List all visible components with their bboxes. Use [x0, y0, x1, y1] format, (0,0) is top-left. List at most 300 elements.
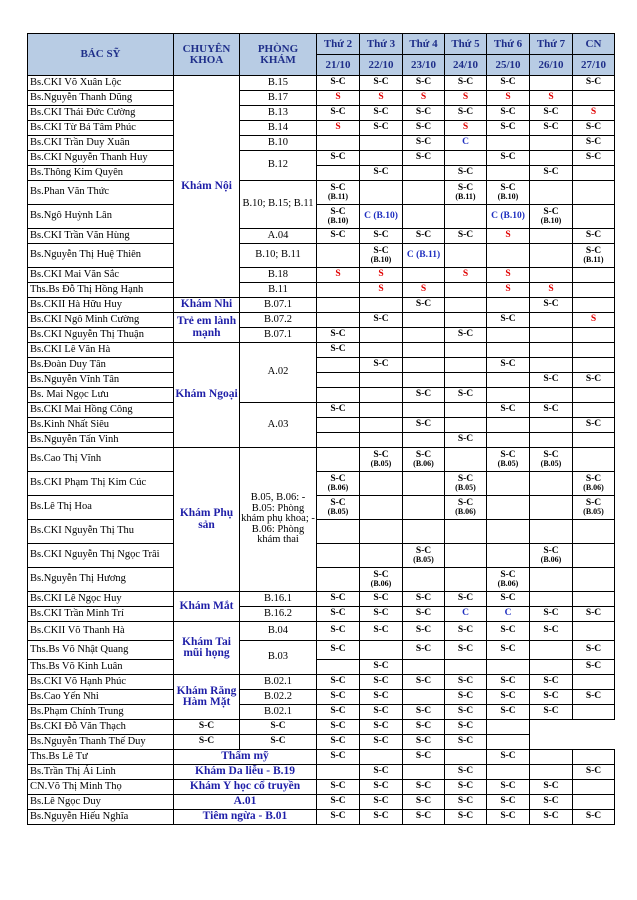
- schedule-cell: S-C: [403, 735, 445, 750]
- doctor-name: Bs.CKI Trần Duy Xuân: [28, 136, 174, 151]
- schedule-cell: S-C: [360, 166, 403, 181]
- schedule-cell: [360, 298, 403, 313]
- schedule-cell: S-C: [573, 641, 615, 660]
- schedule-cell: [317, 283, 360, 298]
- schedule-cell: S-C: [403, 388, 445, 403]
- schedule-cell: S-C: [445, 780, 487, 795]
- schedule-cell: [530, 76, 573, 91]
- schedule-cell: S-C: [317, 607, 360, 622]
- doctor-name: Bs.CKI Lê Ngọc Huy: [28, 592, 174, 607]
- schedule-cell: S-C: [317, 690, 360, 705]
- schedule-cell: [360, 343, 403, 358]
- schedule-cell: [360, 373, 403, 388]
- schedule-cell: S: [487, 91, 530, 106]
- schedule-cell: S-C (B.05): [360, 448, 403, 472]
- schedule-cell: S: [573, 313, 615, 328]
- schedule-cell: S-C (B.10): [530, 205, 573, 229]
- doctor-name: Bs.Phan Văn Thức: [28, 181, 174, 205]
- schedule-cell: S: [317, 121, 360, 136]
- merged-department-cell: Khám Da liễu - B.19: [174, 765, 317, 780]
- schedule-cell: [530, 268, 573, 283]
- schedule-cell: [573, 568, 615, 592]
- schedule-cell: [403, 328, 445, 343]
- room-cell: A.04: [240, 229, 317, 244]
- schedule-cell: [487, 136, 530, 151]
- schedule-cell: [487, 244, 530, 268]
- schedule-cell: S-C: [530, 795, 573, 810]
- schedule-cell: [573, 780, 615, 795]
- schedule-cell: [360, 151, 403, 166]
- schedule-cell: S-C: [487, 705, 530, 720]
- schedule-cell: S-C: [487, 780, 530, 795]
- schedule-cell: S-C: [530, 690, 573, 705]
- schedule-cell: [530, 660, 573, 675]
- schedule-cell: [573, 205, 615, 229]
- schedule-cell: [317, 568, 360, 592]
- schedule-cell: S: [530, 283, 573, 298]
- schedule-cell: [445, 418, 487, 433]
- schedule-cell: [445, 520, 487, 544]
- merged-department-cell: Thẩm mỹ: [174, 750, 317, 765]
- doctor-name: Bs.Thông Kim Quyên: [28, 166, 174, 181]
- doctor-name: CN.Võ Thị Minh Thọ: [28, 780, 174, 795]
- schedule-cell: S-C: [403, 622, 445, 641]
- schedule-cell: S-C: [487, 675, 530, 690]
- doctor-row: [28, 229, 615, 244]
- schedule-cell: [573, 91, 615, 106]
- schedule-cell: [573, 343, 615, 358]
- doctor-row: [28, 328, 615, 343]
- schedule-cell: S-C: [403, 641, 445, 660]
- schedule-cell: S-C: [403, 229, 445, 244]
- schedule-cell: S-C: [530, 780, 573, 795]
- schedule-cell: S-C: [317, 328, 360, 343]
- doctor-name: Bs.Nguyễn Hiếu Nghĩa: [28, 810, 174, 825]
- schedule-cell: [445, 660, 487, 675]
- schedule-cell: S: [573, 106, 615, 121]
- schedule-cell: [360, 641, 403, 660]
- schedule-cell: [360, 750, 403, 765]
- schedule-cell: S-C: [487, 121, 530, 136]
- schedule-cell: S-C: [445, 720, 487, 735]
- doctor-row: [28, 472, 615, 496]
- schedule-cell: [317, 244, 360, 268]
- schedule-cell: S-C: [403, 705, 445, 720]
- schedule-cell: S-C: [573, 151, 615, 166]
- schedule-cell: S-C: [487, 592, 530, 607]
- schedule-cell: [530, 388, 573, 403]
- schedule-cell: S-C: [445, 328, 487, 343]
- header-day-date: 22/10: [360, 55, 403, 76]
- schedule-cell: [360, 403, 403, 418]
- schedule-cell: [573, 705, 615, 720]
- schedule-cell: S-C: [530, 705, 573, 720]
- doctor-name: Bs.CKI Nguyễn Thanh Huy: [28, 151, 174, 166]
- merged-department-cell: Khám Y học cổ truyền: [174, 780, 317, 795]
- doctor-row: [28, 244, 615, 268]
- schedule-cell: S-C: [573, 810, 615, 825]
- schedule-cell: C: [445, 607, 487, 622]
- schedule-cell: [445, 544, 487, 568]
- room-cell: A.03: [240, 403, 317, 448]
- doctor-row: [28, 418, 615, 433]
- schedule-cell: S-C: [317, 592, 360, 607]
- doctor-row: [28, 313, 615, 328]
- schedule-cell: S-C (B.10): [487, 181, 530, 205]
- schedule-cell: [487, 720, 530, 735]
- doctor-row: [28, 166, 615, 181]
- schedule-cell: [530, 343, 573, 358]
- room-cell: B.16.1: [240, 592, 317, 607]
- doctor-row: [28, 544, 615, 568]
- doctor-name: Bs.Trần Thị Ái Linh: [28, 765, 174, 780]
- doctor-row: [28, 690, 615, 705]
- schedule-cell: [445, 313, 487, 328]
- schedule-cell: [530, 641, 573, 660]
- schedule-cell: S: [403, 91, 445, 106]
- schedule-cell: S-C: [317, 622, 360, 641]
- schedule-cell: S-C (B.06): [403, 448, 445, 472]
- schedule-cell: [403, 268, 445, 283]
- room-cell: B.04: [240, 622, 317, 641]
- schedule-cell: [317, 313, 360, 328]
- header-doctor: BÁC SỸ: [28, 34, 174, 76]
- schedule-cell: S-C: [445, 76, 487, 91]
- room-cell: B.13: [240, 106, 317, 121]
- schedule-cell: [573, 750, 615, 765]
- schedule-cell: [445, 298, 487, 313]
- schedule-cell: [445, 343, 487, 358]
- schedule-cell: S-C: [573, 660, 615, 675]
- schedule-cell: S-C: [530, 810, 573, 825]
- doctor-row: [28, 780, 615, 795]
- schedule-cell: [487, 660, 530, 675]
- room-cell: B.14: [240, 121, 317, 136]
- doctor-name: Ths.Bs Võ Nhật Quang: [28, 641, 174, 660]
- schedule-cell: S-C (B.06): [573, 472, 615, 496]
- schedule-cell: [445, 151, 487, 166]
- header-room: PHÒNG KHÁM: [240, 34, 317, 76]
- schedule-cell: S-C: [240, 735, 317, 750]
- schedule-cell: [403, 660, 445, 675]
- schedule-cell: S-C: [445, 705, 487, 720]
- specialty-cell: Khám Tai mũi họng: [174, 622, 240, 675]
- schedule-cell: S-C: [317, 780, 360, 795]
- schedule-cell: [530, 520, 573, 544]
- doctor-name: Bs.CKII Võ Thanh Hà: [28, 622, 174, 641]
- schedule-cell: [530, 244, 573, 268]
- room-cell: B.05, B.06: -B.05: Phòng khám phụ khoa; -B.06: Phòng khám thai: [240, 448, 317, 592]
- schedule-cell: S-C: [360, 592, 403, 607]
- schedule-cell: S-C: [530, 106, 573, 121]
- specialty-cell: Khám Răng Hàm Mặt: [174, 675, 240, 720]
- schedule-cell: S-C: [403, 136, 445, 151]
- schedule-cell: C (B.10): [487, 205, 530, 229]
- merged-department-cell: A.01: [174, 795, 317, 810]
- schedule-cell: [403, 496, 445, 520]
- schedule-cell: [573, 403, 615, 418]
- schedule-cell: [360, 472, 403, 496]
- table-body: [28, 76, 615, 825]
- schedule-cell: [530, 472, 573, 496]
- schedule-cell: S-C: [530, 607, 573, 622]
- schedule-cell: [445, 568, 487, 592]
- schedule-cell: [487, 343, 530, 358]
- doctor-name: Bs.CKI Nguyễn Thị Ngọc Trâi: [28, 544, 174, 568]
- room-cell: B.15: [240, 76, 317, 91]
- schedule-cell: S-C (B.10): [360, 244, 403, 268]
- schedule-cell: S-C: [317, 750, 360, 765]
- specialty-cell: Khám Mắt: [174, 592, 240, 622]
- schedule-cell: S-C: [445, 641, 487, 660]
- schedule-cell: S-C: [445, 433, 487, 448]
- merged-department-cell: Tiêm ngừa - B.01: [174, 810, 317, 825]
- specialty-cell: Khám Nhi: [174, 298, 240, 313]
- schedule-cell: C (B.11): [403, 244, 445, 268]
- schedule-cell: S-C: [317, 641, 360, 660]
- schedule-cell: [573, 544, 615, 568]
- schedule-cell: [573, 328, 615, 343]
- doctor-row: [28, 520, 615, 544]
- schedule-cell: [487, 166, 530, 181]
- schedule-cell: S-C: [317, 675, 360, 690]
- schedule-cell: [403, 205, 445, 229]
- doctor-row: [28, 205, 615, 229]
- doctor-row: [28, 622, 615, 641]
- doctor-row: [28, 660, 615, 675]
- schedule-cell: S-C: [360, 229, 403, 244]
- doctor-name: Bs.CKI Mai Hồng Công: [28, 403, 174, 418]
- header-day-name: Thứ 3: [360, 34, 403, 55]
- schedule-cell: S-C (B.05): [445, 472, 487, 496]
- schedule-cell: [573, 433, 615, 448]
- schedule-cell: S: [317, 91, 360, 106]
- schedule-cell: [573, 388, 615, 403]
- schedule-cell: [573, 181, 615, 205]
- schedule-cell: S-C: [445, 795, 487, 810]
- schedule-cell: S: [360, 268, 403, 283]
- doctor-row: [28, 151, 615, 166]
- schedule-cell: S-C: [530, 622, 573, 641]
- schedule-cell: [530, 313, 573, 328]
- schedule-cell: [403, 765, 445, 780]
- doctor-row: [28, 91, 615, 106]
- schedule-cell: S-C: [573, 76, 615, 91]
- schedule-cell: [530, 136, 573, 151]
- doctor-row: [28, 720, 615, 735]
- schedule-cell: [403, 568, 445, 592]
- schedule-cell: [445, 205, 487, 229]
- doctor-row: [28, 136, 615, 151]
- schedule-cell: S-C: [530, 373, 573, 388]
- schedule-cell: [487, 520, 530, 544]
- schedule-cell: [403, 373, 445, 388]
- schedule-cell: S-C: [530, 403, 573, 418]
- doctor-name: Bs.Đoàn Duy Tân: [28, 358, 174, 373]
- schedule-cell: [530, 418, 573, 433]
- schedule-cell: [573, 298, 615, 313]
- schedule-cell: [360, 181, 403, 205]
- schedule-cell: S-C (B.06): [360, 568, 403, 592]
- schedule-cell: S-C: [360, 313, 403, 328]
- schedule-cell: S-C: [403, 675, 445, 690]
- schedule-cell: [530, 328, 573, 343]
- schedule-cell: [360, 388, 403, 403]
- schedule-cell: S: [317, 268, 360, 283]
- doctor-name: Bs.CKI Ngô Minh Cường: [28, 313, 174, 328]
- doctor-row: [28, 568, 615, 592]
- schedule-cell: S-C: [403, 418, 445, 433]
- schedule-cell: S-C: [487, 641, 530, 660]
- doctor-row: [28, 283, 615, 298]
- schedule-cell: C: [445, 136, 487, 151]
- schedule-cell: [487, 735, 530, 750]
- doctor-row: [28, 121, 615, 136]
- schedule-cell: [573, 358, 615, 373]
- doctor-row: [28, 705, 615, 720]
- schedule-cell: [403, 403, 445, 418]
- schedule-cell: S: [360, 91, 403, 106]
- doctor-name: Bs.Nguyễn Thanh Dũng: [28, 91, 174, 106]
- schedule-cell: S-C: [240, 720, 317, 735]
- schedule-cell: S: [445, 268, 487, 283]
- schedule-cell: [530, 151, 573, 166]
- schedule-cell: S-C: [573, 373, 615, 388]
- doctor-name: Bs.CKI Trần Văn Hùng: [28, 229, 174, 244]
- doctor-name: Bs. Mai Ngọc Lưu: [28, 388, 174, 403]
- doctor-name: Bs.CKI Trần Minh Trí: [28, 607, 174, 622]
- schedule-cell: [530, 765, 573, 780]
- specialty-cell: Khám Nội: [174, 76, 240, 298]
- schedule-cell: [360, 433, 403, 448]
- room-cell: B.07.1: [240, 328, 317, 343]
- schedule-cell: S-C: [360, 810, 403, 825]
- schedule-cell: [445, 750, 487, 765]
- schedule-cell: S-C: [573, 418, 615, 433]
- header-day-name: Thứ 6: [487, 34, 530, 55]
- schedule-cell: [573, 268, 615, 283]
- header-day-date: 21/10: [317, 55, 360, 76]
- room-cell: B.17: [240, 91, 317, 106]
- schedule-cell: [403, 472, 445, 496]
- schedule-cell: [445, 448, 487, 472]
- schedule-cell: [573, 622, 615, 641]
- schedule-cell: S-C: [487, 622, 530, 641]
- schedule-cell: [360, 496, 403, 520]
- header-day-name: Thứ 2: [317, 34, 360, 55]
- schedule-cell: [317, 448, 360, 472]
- room-cell: B.10: [240, 136, 317, 151]
- room-cell: B.12: [240, 151, 317, 181]
- schedule-cell: S-C: [530, 675, 573, 690]
- doctor-name: Bs.Nguyễn Thị Hương: [28, 568, 174, 592]
- schedule-cell: [403, 181, 445, 205]
- schedule-cell: S-C: [573, 765, 615, 780]
- schedule-cell: [317, 544, 360, 568]
- schedule-cell: S-C: [174, 720, 240, 735]
- header-day-name: Thứ 7: [530, 34, 573, 55]
- schedule-cell: S-C: [360, 720, 403, 735]
- schedule-cell: S-C: [403, 795, 445, 810]
- room-cell: B.02.1: [240, 705, 317, 720]
- schedule-cell: S-C: [360, 765, 403, 780]
- schedule-cell: [573, 448, 615, 472]
- doctor-row: [28, 607, 615, 622]
- doctor-row: [28, 810, 615, 825]
- schedule-cell: [573, 283, 615, 298]
- schedule-cell: S-C (B.11): [445, 181, 487, 205]
- doctor-name: Bs.CKI Phạm Thị Kim Cúc: [28, 472, 174, 496]
- schedule-cell: S-C (B.05): [573, 496, 615, 520]
- doctor-row: [28, 106, 615, 121]
- room-cell: A.02: [240, 343, 317, 403]
- schedule-table: [27, 33, 615, 825]
- schedule-cell: S: [487, 229, 530, 244]
- schedule-cell: S-C: [360, 607, 403, 622]
- schedule-cell: [317, 373, 360, 388]
- schedule-cell: S-C: [573, 229, 615, 244]
- schedule-cell: S-C: [317, 735, 360, 750]
- schedule-cell: S-C: [530, 121, 573, 136]
- schedule-cell: [403, 690, 445, 705]
- schedule-cell: [530, 181, 573, 205]
- schedule-cell: S-C: [174, 735, 240, 750]
- schedule-cell: S-C: [445, 765, 487, 780]
- schedule-cell: S: [445, 121, 487, 136]
- schedule-cell: S-C: [487, 358, 530, 373]
- specialty-cell: Khám Phụ sản: [174, 448, 240, 592]
- schedule-cell: [403, 358, 445, 373]
- schedule-cell: S-C (B.11): [573, 244, 615, 268]
- schedule-cell: [487, 472, 530, 496]
- schedule-cell: S-C: [487, 795, 530, 810]
- header-day-date: 23/10: [403, 55, 445, 76]
- schedule-cell: S-C: [487, 810, 530, 825]
- schedule-cell: [573, 795, 615, 810]
- schedule-cell: [487, 388, 530, 403]
- doctor-row: [28, 496, 615, 520]
- schedule-cell: S-C: [360, 660, 403, 675]
- schedule-cell: S-C: [360, 106, 403, 121]
- schedule-cell: S-C (B.06): [317, 472, 360, 496]
- doctor-name: Bs.CKI Từ Bá Tâm Phúc: [28, 121, 174, 136]
- schedule-cell: [445, 403, 487, 418]
- room-cell: B.16.2: [240, 607, 317, 622]
- schedule-cell: S-C: [403, 151, 445, 166]
- schedule-cell: [317, 660, 360, 675]
- doctor-row: [28, 735, 615, 750]
- header-day-date: 27/10: [573, 55, 615, 76]
- doctor-name: Bs.Nguyễn Vĩnh Tân: [28, 373, 174, 388]
- schedule-cell: [360, 544, 403, 568]
- table-header: [28, 34, 615, 76]
- schedule-cell: S-C: [317, 106, 360, 121]
- room-cell: B.18: [240, 268, 317, 283]
- schedule-cell: [317, 520, 360, 544]
- schedule-cell: S-C: [445, 622, 487, 641]
- schedule-cell: [317, 166, 360, 181]
- doctor-name: Ths.Bs Đỗ Thị Hồng Hạnh: [28, 283, 174, 298]
- schedule-cell: [317, 433, 360, 448]
- schedule-cell: [487, 496, 530, 520]
- schedule-cell: S-C: [445, 106, 487, 121]
- schedule-cell: S-C: [317, 705, 360, 720]
- doctor-name: Bs.Nguyễn Thanh Thế Duy: [28, 735, 174, 750]
- schedule-cell: S-C: [487, 313, 530, 328]
- doctor-row: [28, 268, 615, 283]
- doctor-row: [28, 373, 615, 388]
- doctor-row: [28, 795, 615, 810]
